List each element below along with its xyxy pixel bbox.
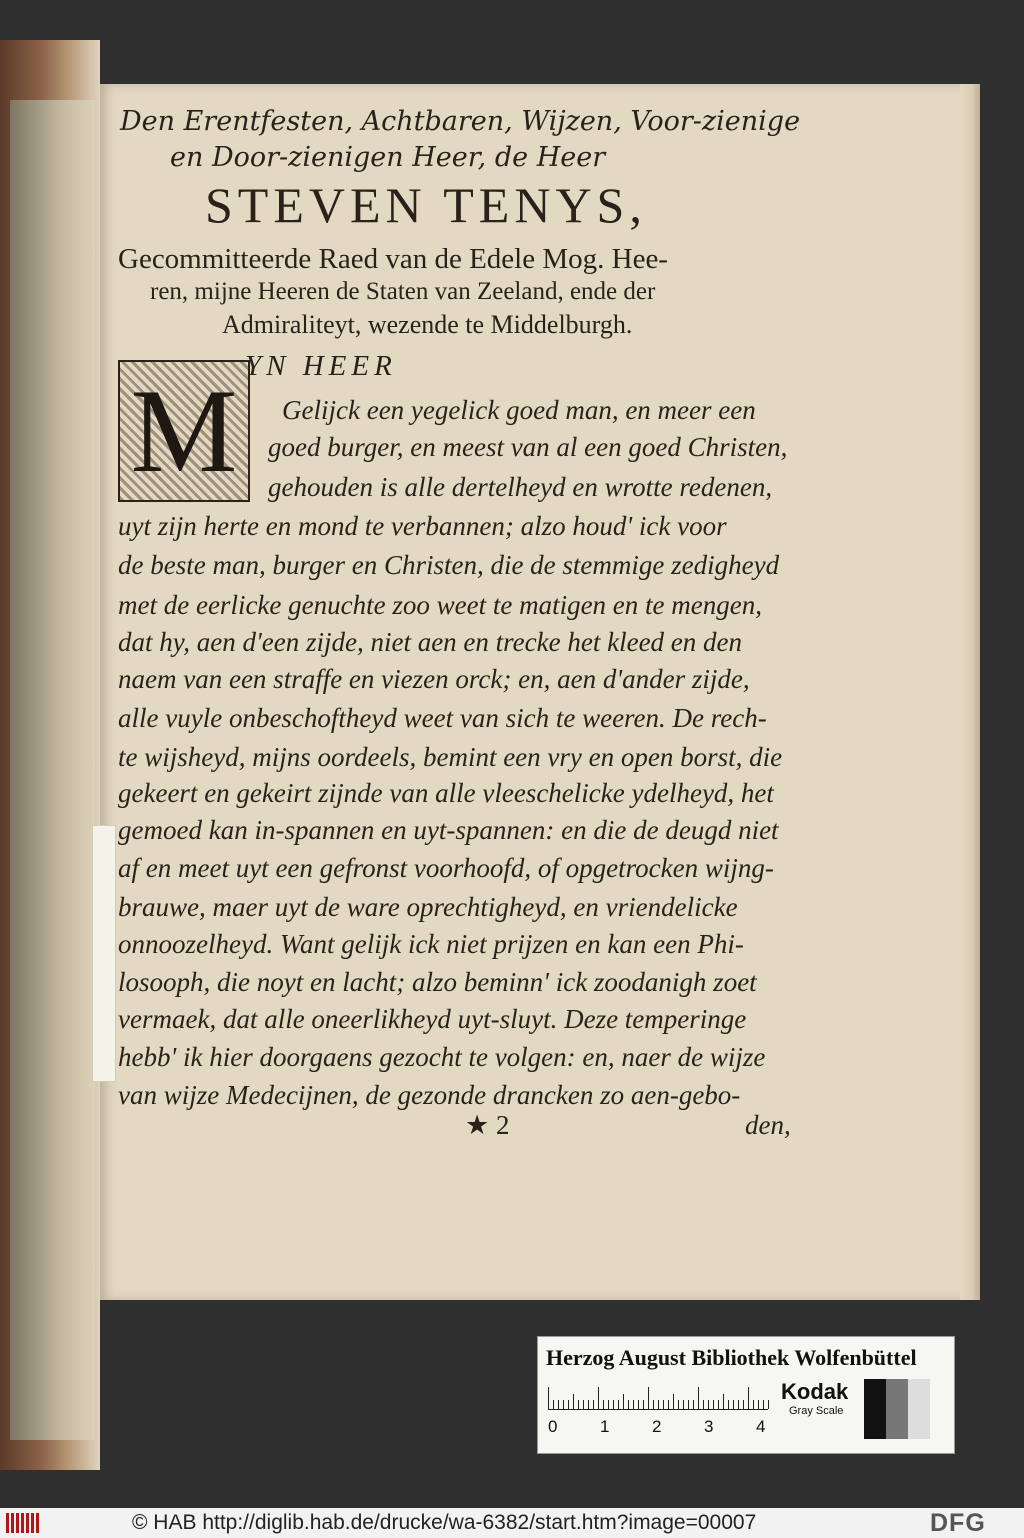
ruler-tick bbox=[753, 1400, 754, 1409]
scale-ruler bbox=[548, 1385, 768, 1410]
ruler-number: 1 bbox=[600, 1417, 610, 1436]
dedication-line-2: en Door-zienigen Heer, de Heer bbox=[170, 142, 606, 173]
body-line: alle vuyle onbeschoftheyd weet van sich te weeren. De rech- bbox=[118, 703, 767, 733]
ruler-tick bbox=[678, 1400, 679, 1409]
ruler-tick bbox=[608, 1400, 609, 1409]
book-board bbox=[10, 100, 95, 1440]
ruler-number: 0 bbox=[548, 1417, 558, 1436]
page-edge bbox=[960, 84, 980, 1300]
library-color-label bbox=[537, 1336, 955, 1454]
ruler-tick bbox=[708, 1400, 709, 1409]
ruler-tick bbox=[723, 1394, 724, 1409]
ruler-tick bbox=[583, 1400, 584, 1409]
gray-swatch-light bbox=[908, 1379, 930, 1439]
ruler-tick bbox=[653, 1400, 654, 1409]
body-line: af en meet uyt een gefronst voorhoofd, of opgetrocken wijng- bbox=[118, 853, 774, 883]
body-line: gemoed kan in-spannen en uyt-spannen: en die de deugd niet bbox=[118, 815, 779, 845]
library-name: Herzog August Bibliothek Wolfenbüttel bbox=[546, 1345, 917, 1370]
initial-letter: M bbox=[120, 362, 248, 500]
ruler-tick bbox=[568, 1400, 569, 1409]
ruler-tick bbox=[763, 1400, 764, 1409]
ruler-tick bbox=[698, 1387, 699, 1409]
ruler-tick bbox=[668, 1400, 669, 1409]
ruler-tick bbox=[643, 1400, 644, 1409]
salutation: YN HEER bbox=[245, 350, 397, 382]
body-line: dat hy, aen d'een zijde, niet aen en trecke het kleed en den bbox=[118, 627, 743, 657]
body-line: naem van een straffe en viezen orck; en, aen d'ander zijde, bbox=[118, 664, 750, 694]
ruler-tick bbox=[718, 1400, 719, 1409]
ruler-tick bbox=[593, 1400, 594, 1409]
ruler-tick bbox=[633, 1400, 634, 1409]
ruler-tick bbox=[728, 1400, 729, 1409]
ruler-tick bbox=[618, 1400, 619, 1409]
body-line: hebb' ik hier doorgaens gezocht te volgen: en, naer de wijze bbox=[118, 1042, 766, 1072]
ruler-tick bbox=[548, 1387, 549, 1409]
body-line: vermaek, dat alle oneerlikheyd uyt-sluyt. Deze temperinge bbox=[118, 1004, 747, 1034]
dedicatee-title-line-3: Admiraliteyt, wezende te Middelburgh. bbox=[222, 310, 633, 339]
ruler-tick bbox=[688, 1400, 689, 1409]
ruler-tick bbox=[648, 1387, 649, 1409]
ruler-tick bbox=[598, 1387, 599, 1409]
dedication-line-1: Den Erentfesten, Achtbaren, Wijzen, Voor-zienige bbox=[120, 106, 801, 137]
ruler-tick bbox=[628, 1400, 629, 1409]
ruler-tick bbox=[673, 1394, 674, 1409]
ruler-number: 2 bbox=[652, 1417, 662, 1436]
ruler-tick bbox=[603, 1400, 604, 1409]
body-line: goed burger, en meest van al een goed Christen, bbox=[268, 432, 788, 462]
decorated-initial bbox=[118, 360, 250, 502]
ruler-tick bbox=[578, 1400, 579, 1409]
dedicatee-title-line-2: ren, mijne Heeren de Staten van Zeeland, ende der bbox=[150, 278, 656, 305]
ruler-tick bbox=[623, 1394, 624, 1409]
body-line: brauwe, maer uyt de ware oprechtigheyd, en vriendelicke bbox=[118, 892, 738, 922]
body-line: uyt zijn herte en mond te verbannen; alzo houd' ick voor bbox=[118, 511, 727, 541]
paper-flag-marker bbox=[92, 825, 116, 1082]
hab-logo-icon bbox=[6, 1513, 40, 1533]
ruler-tick bbox=[758, 1400, 759, 1409]
ruler-tick bbox=[743, 1400, 744, 1409]
gray-scale-text: Gray Scale bbox=[789, 1405, 844, 1417]
ruler-tick bbox=[738, 1400, 739, 1409]
book-cover bbox=[0, 40, 100, 1470]
ruler-tick bbox=[693, 1400, 694, 1409]
body-line: gehouden is alle dertelheyd en wrotte redenen, bbox=[268, 472, 773, 502]
body-line: onnoozelheyd. Want gelijk ick niet prijzen en kan een Phi- bbox=[118, 929, 744, 959]
dfg-logo: DFG bbox=[930, 1509, 986, 1537]
ruler-tick bbox=[748, 1387, 749, 1409]
dedicatee-name: STEVEN TENYS, bbox=[205, 177, 647, 233]
body-line: de beste man, burger en Christen, die de stemmige zedigheyd bbox=[118, 550, 780, 580]
body-line: te wijsheyd, mijns oordeels, bemint een vry en open borst, die bbox=[118, 742, 783, 772]
kodak-logo-text: Kodak bbox=[781, 1379, 849, 1404]
ruler-tick bbox=[558, 1400, 559, 1409]
body-line: van wijze Medecijnen, de gezonde drancken zo aen-gebo- bbox=[118, 1080, 741, 1110]
body-line: met de eerlicke genuchte zoo weet te matigen en te mengen, bbox=[118, 590, 762, 620]
ruler-tick bbox=[713, 1400, 714, 1409]
ruler-number: 4 bbox=[756, 1417, 766, 1436]
dedicatee-title-line-1: Gecommitteerde Raed van de Edele Mog. Hee- bbox=[118, 243, 668, 275]
gray-swatch-mid bbox=[886, 1379, 908, 1439]
ruler-tick bbox=[768, 1400, 769, 1409]
ruler-tick bbox=[563, 1400, 564, 1409]
ruler-tick bbox=[573, 1394, 574, 1409]
signature-mark: ★ 2 bbox=[465, 1110, 510, 1140]
body-line: gekeert en gekeirt zijnde van alle vleeschelicke ydelheyd, het bbox=[118, 778, 774, 808]
catchword: den, bbox=[745, 1110, 791, 1140]
ruler-tick bbox=[703, 1400, 704, 1409]
ruler-tick bbox=[683, 1400, 684, 1409]
ruler-tick bbox=[663, 1400, 664, 1409]
gray-swatch-black bbox=[864, 1379, 886, 1439]
ruler-number: 3 bbox=[704, 1417, 714, 1436]
ruler-tick bbox=[658, 1400, 659, 1409]
body-line: losooph, die noyt en lacht; alzo beminn' ick zoodanigh zoet bbox=[118, 967, 757, 997]
footer-bar bbox=[0, 1508, 1024, 1538]
copyright-link[interactable]: © HAB http://diglib.hab.de/drucke/wa-6382/start.htm?image=00007 bbox=[132, 1511, 757, 1534]
ruler-tick bbox=[638, 1400, 639, 1409]
ruler-tick bbox=[553, 1400, 554, 1409]
body-line: Gelijck een yegelick goed man, en meer een bbox=[282, 395, 756, 425]
ruler-tick bbox=[588, 1400, 589, 1409]
ruler-tick bbox=[733, 1400, 734, 1409]
ruler-tick bbox=[613, 1400, 614, 1409]
